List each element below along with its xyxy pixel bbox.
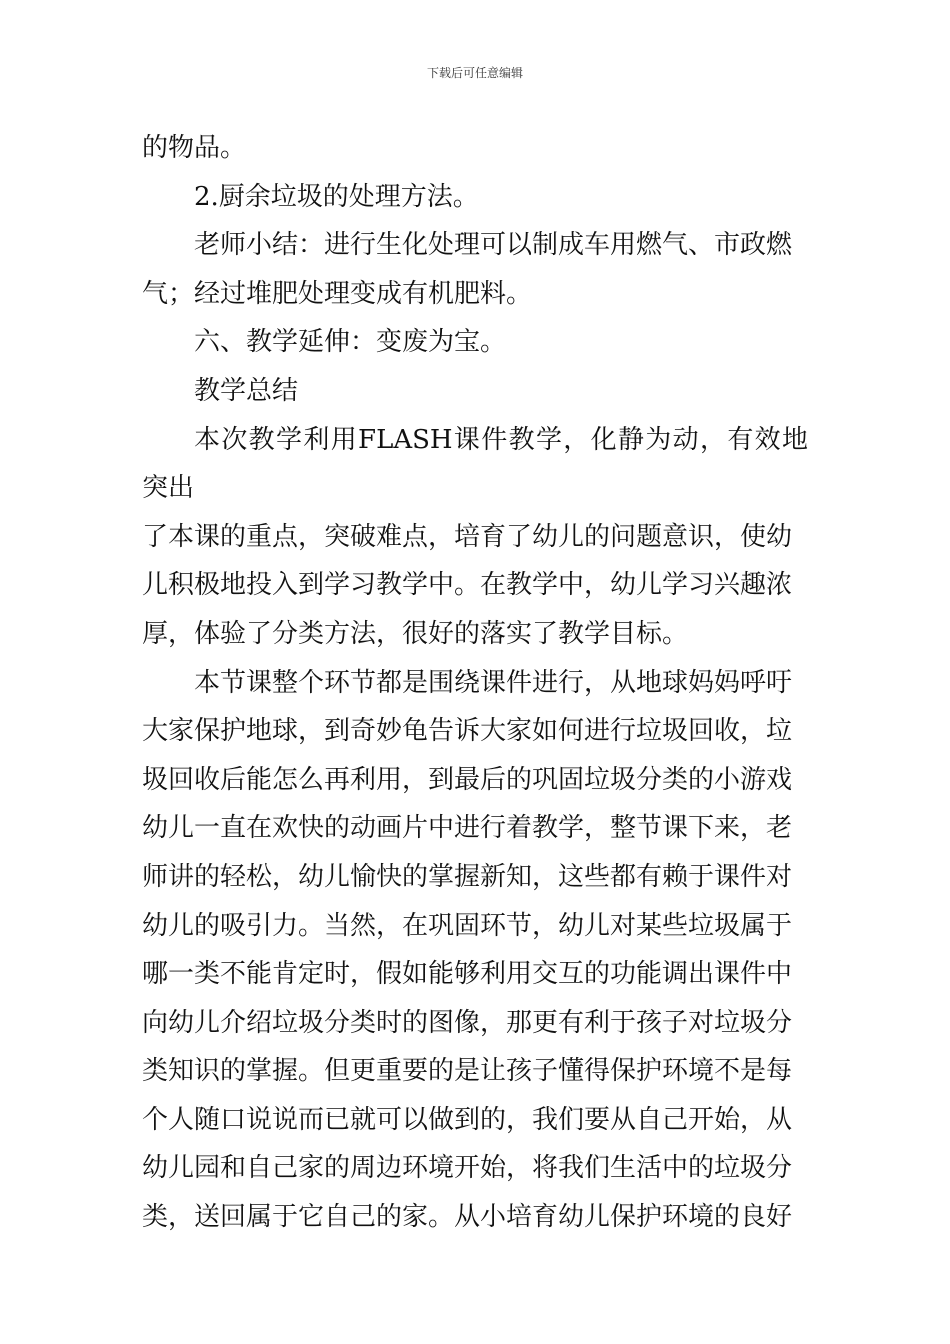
paragraph <box>142 318 808 367</box>
paragraph <box>142 221 808 318</box>
document-body <box>142 124 808 1242</box>
text-line: 大家保护地球，到奇妙龟告诉大家如何进行垃圾回收，垃 <box>142 716 793 747</box>
section-heading <box>142 367 808 416</box>
text-line: 圾回收后能怎么再利用，到最后的巩固垃圾分类的小游戏 <box>142 764 793 795</box>
text-line: 幼儿的吸引力。当然，在巩固环节，幼儿对某些垃圾属于 <box>142 910 793 941</box>
text-line: 本节课整个环节都是围绕课件进行，从地球妈妈呼吁 <box>194 667 793 698</box>
text-line: 向幼儿介绍垃圾分类时的图像，那更有利于孩子对垃圾分 <box>142 1007 793 1038</box>
page-header: 下载后可任意编辑 <box>426 66 523 80</box>
paragraph <box>142 124 808 173</box>
text-line: 类，送回属于它自己的家。从小培育幼儿保护环境的良好 <box>142 1202 793 1233</box>
text-line: 六、教学延伸：变废为宝。 <box>194 327 507 358</box>
text-line: 幼儿一直在欢快的动画片中进行着教学，整节课下来，老 <box>142 813 793 844</box>
text-line: 儿积极地投入到学习教学中。在教学中，幼儿学习兴趣浓 <box>142 570 793 601</box>
paragraph <box>142 416 808 659</box>
text-line: 2.厨余垃圾的处理方法。 <box>194 181 479 212</box>
paragraph <box>142 173 808 222</box>
text-line: 幼儿园和自己家的周边环境开始，将我们生活中的垃圾分 <box>142 1153 793 1184</box>
text-line: 哪一类不能肯定时，假如能够利用交互的功能调出课件中 <box>142 959 793 990</box>
text-line: 师讲的轻松，幼儿愉快的掌握新知，这些都有赖于课件对 <box>142 861 793 892</box>
text-line: 个人随口说说而已就可以做到的，我们要从自己开始，从 <box>142 1104 793 1135</box>
text-line: 教学总结 <box>194 375 299 406</box>
text-line: 厚，体验了分类方法，很好的落实了教学目标。 <box>142 618 689 649</box>
text-line: 的物品。 <box>142 133 247 163</box>
text-line: 气；经过堆肥处理变成有机肥料。 <box>142 278 533 309</box>
text-line: 本次教学利用FLASH课件教学，化静为动，有效地突出 <box>142 424 808 504</box>
text-line: 了本课的重点，突破难点，培育了幼儿的问题意识，使幼 <box>142 521 793 552</box>
paragraph <box>142 659 808 1242</box>
text-line: 老师小结：进行生化处理可以制成车用燃气、市政燃 <box>194 230 793 261</box>
text-line: 类知识的掌握。但更重要的是让孩子懂得保护环境不是每 <box>142 1056 793 1087</box>
